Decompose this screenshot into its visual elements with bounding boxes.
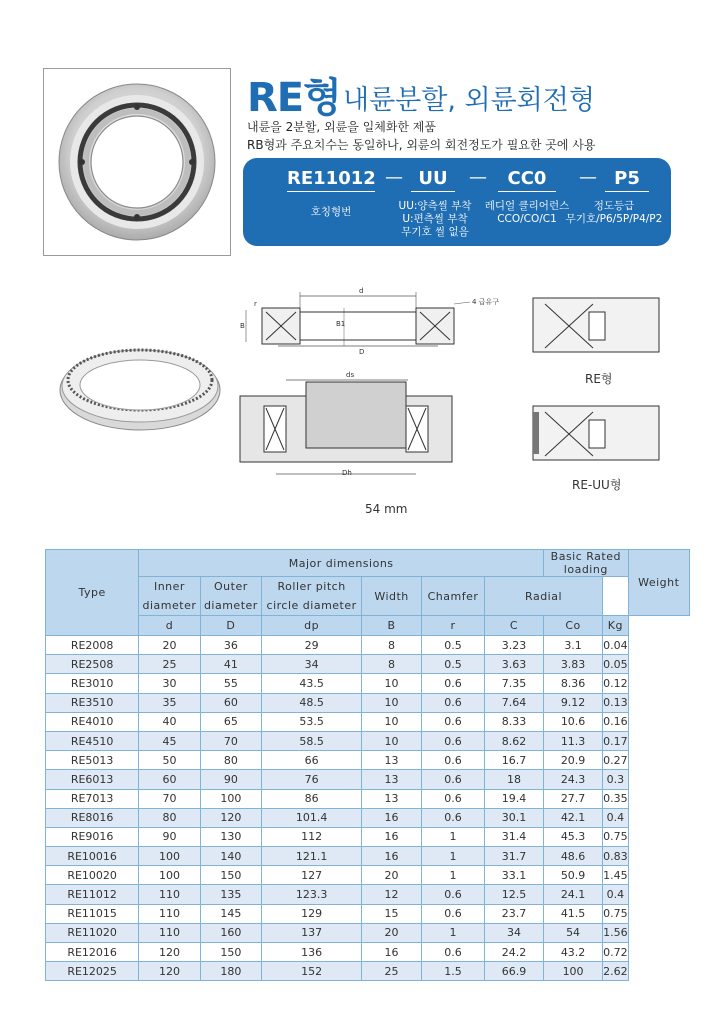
table-cell: 7.64 [485, 693, 544, 712]
code-clearance: CC0 [507, 168, 547, 189]
table-cell: RE8016 [46, 808, 139, 827]
table-cell: RE6013 [46, 770, 139, 789]
table-cell: 10 [362, 693, 422, 712]
table-cell: 0.75 [603, 827, 629, 846]
table-cell: 0.12 [603, 674, 629, 693]
code-seal-desc: UU:양측씰 부착 U:편측씰 부착 무기호 씰 없음 [398, 200, 472, 238]
table-cell: 112 [262, 827, 362, 846]
table-cell: 43.2 [544, 943, 603, 962]
table-cell: 66.9 [485, 962, 544, 981]
table-cell: 10 [362, 731, 422, 750]
table-row [46, 866, 690, 885]
table-cell: 41 [200, 655, 261, 674]
table-cell: 40 [139, 712, 200, 731]
table-cell: 48.6 [544, 847, 603, 866]
table-cell: 136 [262, 943, 362, 962]
table-cell: 0.6 [421, 885, 484, 904]
dim-B1-label: B1 [336, 320, 346, 328]
code-model: RE11012 [287, 168, 376, 189]
table-cell: RE11020 [46, 923, 139, 942]
table-cell: 20.9 [544, 751, 603, 770]
table-cell: 3.83 [544, 655, 603, 674]
code-seal: UU [418, 168, 448, 189]
table-cell: 11.3 [544, 731, 603, 750]
table-cell: 140 [200, 847, 261, 866]
table-cell: 50.9 [544, 866, 603, 885]
code-dash: — [469, 167, 487, 188]
table-cell: 121.1 [262, 847, 362, 866]
table-cell: 16 [362, 943, 422, 962]
table-row [46, 789, 690, 808]
table-cell: 1 [421, 866, 484, 885]
table-cell: 1.45 [603, 866, 629, 885]
table-cell: 66 [262, 751, 362, 770]
col-width: Width [362, 577, 422, 616]
table-cell: 135 [200, 885, 261, 904]
table-cell: RE11012 [46, 885, 139, 904]
table-cell: 12.5 [485, 885, 544, 904]
dim-D-label: D [359, 348, 365, 356]
table-cell: 0.5 [421, 655, 484, 674]
unit-dp: dp [262, 616, 362, 636]
table-row [46, 674, 690, 693]
table-cell: 13 [362, 789, 422, 808]
table-cell: 20 [362, 923, 422, 942]
table-cell: 150 [200, 943, 261, 962]
table-cell: RE4510 [46, 731, 139, 750]
table-cell: 58.5 [262, 731, 362, 750]
dim-ds-label: ds [346, 371, 355, 379]
re-type-section [531, 294, 661, 356]
table-row [46, 712, 690, 731]
table-cell: 0.05 [603, 655, 629, 674]
table-cell: 70 [200, 731, 261, 750]
spec-table-body [46, 636, 690, 981]
table-cell: 150 [200, 866, 261, 885]
table-row [46, 827, 690, 846]
table-row [46, 885, 690, 904]
table-cell: 1.56 [603, 923, 629, 942]
table-cell: 80 [200, 751, 261, 770]
table-cell: 76 [262, 770, 362, 789]
table-cell: 7.35 [485, 674, 544, 693]
table-cell: 100 [200, 789, 261, 808]
table-cell: 16 [362, 808, 422, 827]
table-cell: 0.6 [421, 904, 484, 923]
unit-Co: Co [544, 616, 603, 636]
table-cell: 145 [200, 904, 261, 923]
table-cell: 48.5 [262, 693, 362, 712]
table-cell: 25 [362, 962, 422, 981]
unit-D: D [200, 616, 261, 636]
table-cell: 30.1 [485, 808, 544, 827]
table-cell: 137 [262, 923, 362, 942]
grease-hole-label: 4 급유구 [472, 298, 499, 306]
code-dash: — [385, 167, 403, 188]
table-cell: RE5013 [46, 751, 139, 770]
code-clearance-desc: 레디얼 클리어런스 CCO/CO/C1 [484, 200, 570, 225]
table-cell: 13 [362, 751, 422, 770]
table-cell: 0.6 [421, 674, 484, 693]
table-cell: 1 [421, 847, 484, 866]
table-cell: 70 [139, 789, 200, 808]
cross-section-drawing [238, 286, 478, 366]
table-cell: 8.62 [485, 731, 544, 750]
major-dimensions-header: Major dimensions [139, 550, 544, 577]
table-cell: 0.6 [421, 712, 484, 731]
table-cell: 15 [362, 904, 422, 923]
table-cell: 90 [200, 770, 261, 789]
table-cell: 0.27 [603, 751, 629, 770]
table-cell: 0.75 [603, 904, 629, 923]
table-cell: 31.4 [485, 827, 544, 846]
table-cell: 101.4 [262, 808, 362, 827]
dim-B-label: B [240, 322, 245, 330]
table-cell: 60 [200, 693, 261, 712]
code-underline [411, 191, 455, 192]
code-underline [498, 191, 556, 192]
table-row [46, 693, 690, 712]
description-line-1: 내륜을 2분할, 외륜을 일체화한 제품 [247, 120, 436, 134]
table-cell: RE10016 [46, 847, 139, 866]
table-cell: 110 [139, 885, 200, 904]
table-cell: 152 [262, 962, 362, 981]
table-cell: 16.7 [485, 751, 544, 770]
table-cell: 23.7 [485, 904, 544, 923]
table-cell: 0.4 [603, 808, 629, 827]
table-cell: 160 [200, 923, 261, 942]
table-cell: RE3010 [46, 674, 139, 693]
code-dash: — [579, 167, 597, 188]
table-row [46, 962, 690, 981]
table-cell: 0.16 [603, 712, 629, 731]
table-cell: 24.1 [544, 885, 603, 904]
table-cell: 0.6 [421, 808, 484, 827]
table-cell: 0.6 [421, 693, 484, 712]
table-cell: 30 [139, 674, 200, 693]
table-cell: 55 [200, 674, 261, 693]
col-outer-diameter: Outer diameter [200, 577, 261, 616]
table-cell: 24.3 [544, 770, 603, 789]
table-cell: 25 [139, 655, 200, 674]
table-cell: 0.83 [603, 847, 629, 866]
page-title-code: RE형 [247, 75, 341, 121]
col-type: Type [46, 550, 139, 636]
unit-kg: Kg [603, 616, 629, 636]
dimension-caption: 54 mm [365, 502, 408, 516]
table-row [46, 847, 690, 866]
table-cell: 34 [262, 655, 362, 674]
table-cell: 1 [421, 827, 484, 846]
table-cell: 3.23 [485, 636, 544, 655]
table-cell: 45 [139, 731, 200, 750]
unit-B: B [362, 616, 422, 636]
table-cell: 53.5 [262, 712, 362, 731]
table-cell: 130 [200, 827, 261, 846]
table-cell: 20 [362, 866, 422, 885]
table-cell: 180 [200, 962, 261, 981]
table-cell: 31.7 [485, 847, 544, 866]
code-precision: P5 [614, 168, 640, 189]
table-cell: 3.1 [544, 636, 603, 655]
col-chamfer: Chamfer [421, 577, 484, 616]
table-cell: 24.2 [485, 943, 544, 962]
spec-table [45, 549, 690, 981]
re-uu-type-label: RE-UU형 [572, 478, 622, 492]
table-cell: 0.6 [421, 943, 484, 962]
table-cell: 10 [362, 674, 422, 693]
product-photo [43, 68, 231, 256]
dim-d-label: d [359, 287, 364, 295]
table-cell: RE2008 [46, 636, 139, 655]
table-cell: 110 [139, 923, 200, 942]
table-row [46, 808, 690, 827]
rated-loading-header: Basic Rated loading [544, 550, 629, 577]
page-title: 내륜분할, 외륜회전형 [343, 85, 595, 116]
table-cell: 8 [362, 636, 422, 655]
re-uu-type-section [531, 402, 661, 464]
table-cell: 0.6 [421, 789, 484, 808]
unit-r: r [421, 616, 484, 636]
table-cell: 41.5 [544, 904, 603, 923]
table-cell: RE12016 [46, 943, 139, 962]
table-cell: 20 [139, 636, 200, 655]
table-cell: RE10020 [46, 866, 139, 885]
col-radial: Radial [485, 577, 603, 616]
table-row [46, 655, 690, 674]
table-cell: 34 [485, 923, 544, 942]
code-model-desc: 호칭형번 [310, 206, 352, 218]
table-cell: 86 [262, 789, 362, 808]
table-cell: 120 [139, 943, 200, 962]
table-cell: 1 [421, 923, 484, 942]
description-line-2: RB형과 주요치수는 동일하나, 외륜의 회전정도가 필요한 곳에 사용 [247, 138, 596, 152]
table-cell: RE3510 [46, 693, 139, 712]
table-cell: 110 [139, 904, 200, 923]
table-cell: 16 [362, 847, 422, 866]
table-cell: RE7013 [46, 789, 139, 808]
table-cell: 42.1 [544, 808, 603, 827]
table-cell: 13 [362, 770, 422, 789]
table-row [46, 751, 690, 770]
table-cell: 60 [139, 770, 200, 789]
table-row [46, 731, 690, 750]
col-roller-pitch: Roller pitch circle diameter [262, 577, 362, 616]
table-cell: 0.72 [603, 943, 629, 962]
table-cell: 18 [485, 770, 544, 789]
table-cell: 0.13 [603, 693, 629, 712]
table-row [46, 943, 690, 962]
table-cell: 54 [544, 923, 603, 942]
table-cell: 0.5 [421, 636, 484, 655]
unit-C: C [485, 616, 544, 636]
table-cell: 8.33 [485, 712, 544, 731]
code-underline [287, 191, 375, 192]
table-cell: 100 [139, 866, 200, 885]
table-cell: 2.62 [603, 962, 629, 981]
table-cell: 123.3 [262, 885, 362, 904]
table-cell: 0.35 [603, 789, 629, 808]
table-cell: 36 [200, 636, 261, 655]
table-cell: 9.12 [544, 693, 603, 712]
table-cell: 8 [362, 655, 422, 674]
re-type-label: RE형 [585, 372, 613, 386]
table-row [46, 636, 690, 655]
bearing-photo-image [44, 69, 230, 255]
table-cell: 33.1 [485, 866, 544, 885]
col-weight: Weight [628, 550, 689, 616]
table-cell: 27.7 [544, 789, 603, 808]
table-cell: 0.6 [421, 770, 484, 789]
col-inner-diameter: Inner diameter [139, 577, 200, 616]
roller-cage-photo [55, 330, 225, 440]
dim-Dh-label: Dh [342, 469, 352, 477]
table-cell: 3.63 [485, 655, 544, 674]
table-row [46, 904, 690, 923]
table-row [46, 770, 690, 789]
unit-d: d [139, 616, 200, 636]
table-cell: 10 [362, 712, 422, 731]
table-cell: RE11015 [46, 904, 139, 923]
table-cell: 90 [139, 827, 200, 846]
table-cell: 29 [262, 636, 362, 655]
table-cell: 120 [200, 808, 261, 827]
table-cell: 0.6 [421, 731, 484, 750]
table-cell: 0.04 [603, 636, 629, 655]
table-cell: 120 [139, 962, 200, 981]
table-cell: RE4010 [46, 712, 139, 731]
table-cell: 100 [139, 847, 200, 866]
table-cell: 65 [200, 712, 261, 731]
table-cell: 0.4 [603, 885, 629, 904]
table-cell: 43.5 [262, 674, 362, 693]
table-cell: 45.3 [544, 827, 603, 846]
table-cell: 35 [139, 693, 200, 712]
table-cell: 19.4 [485, 789, 544, 808]
table-cell: RE2508 [46, 655, 139, 674]
table-cell: 8.36 [544, 674, 603, 693]
mounting-drawing [236, 370, 456, 485]
table-cell: RE9016 [46, 827, 139, 846]
table-cell: 0.17 [603, 731, 629, 750]
table-cell: 10.6 [544, 712, 603, 731]
table-cell: 1.5 [421, 962, 484, 981]
table-cell: 127 [262, 866, 362, 885]
table-cell: 0.3 [603, 770, 629, 789]
table-cell: 80 [139, 808, 200, 827]
table-cell: 16 [362, 827, 422, 846]
dim-r-label: r [254, 300, 257, 308]
code-underline [605, 191, 649, 192]
table-cell: RE12025 [46, 962, 139, 981]
table-cell: 50 [139, 751, 200, 770]
table-cell: 12 [362, 885, 422, 904]
table-cell: 100 [544, 962, 603, 981]
table-cell: 129 [262, 904, 362, 923]
table-cell: 0.6 [421, 751, 484, 770]
designation-code-banner [243, 158, 671, 246]
table-row [46, 923, 690, 942]
code-precision-desc: 정도등급 무기호/P6/5P/P4/P2 [565, 200, 663, 225]
